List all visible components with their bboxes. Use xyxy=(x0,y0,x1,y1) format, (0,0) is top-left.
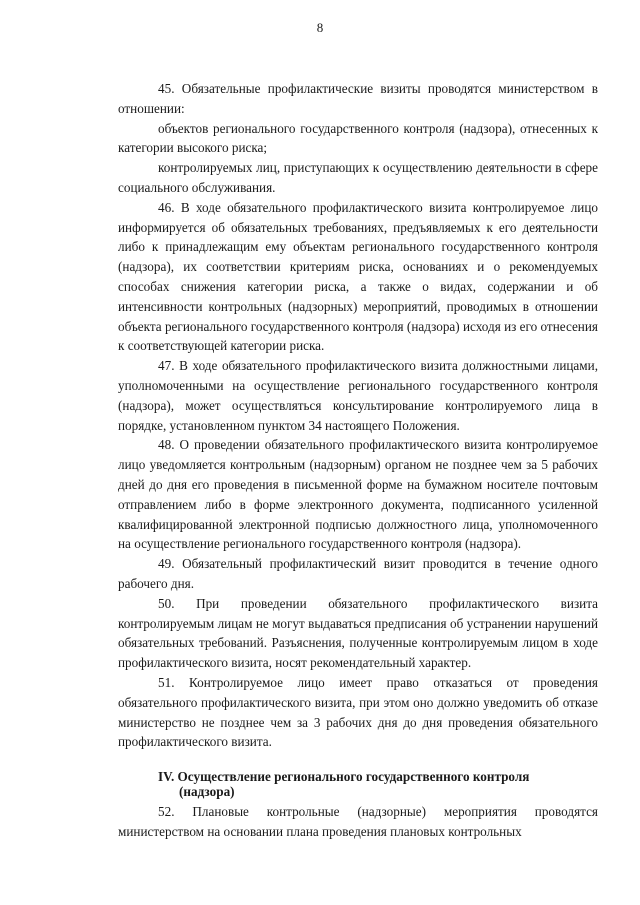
paragraph-52: 52. Плановые контрольные (надзорные) мероприятия проводятся министерством на основании плана проведения плановых контрольных xyxy=(118,804,598,839)
paragraph-51: 51. Контролируемое лицо имеет право отказаться от проведения обязательного профилактического визита, при этом оно должно уведомить об отказе министерство не позднее чем за 3 рабочих дня до дня проведения обязательного профилактического визита. xyxy=(118,674,598,750)
paragraph-45-item-2: контролируемых лиц, приступающих к осуществлению деятельности в сфере социального обслуживания. xyxy=(118,160,598,195)
section-heading xyxy=(118,769,598,799)
paragraph-46: 46. В ходе обязательного профилактического визита контролируемое лицо информируется об обязательных требованиях, предъявляемых к его деятельности либо к принадлежащим ему объектам регионального государственного контроля (надзора), их соответствии критериям риска, основаниях и о рекомендуемых способах снижения категории риска, а также о видах, содержании и об интенсивности контрольных (надзорных) мероприятий, проводимых в отношении объекта регионального государственного контроля (надзора) исходя из его отнесения к соответствующей категории риска. xyxy=(118,199,598,354)
paragraph-45-item-1: объектов регионального государственного контроля (надзора), отнесенных к категории высокого риска; xyxy=(118,120,598,156)
paragraph-47: 47. В ходе обязательного профилактического визита должностными лицами, уполномоченными на осуществление регионального государственного контроля (надзора), может осуществляться консультирование контролируемого лица в порядке, установленном пунктом 34 настоящего Положения. xyxy=(118,358,598,433)
section-heading-line-2: (надзора) xyxy=(179,784,235,800)
section-heading-line-1: IV. Осуществление регионального государственного контроля xyxy=(158,769,530,785)
page-number: 8 xyxy=(316,20,324,35)
paragraph-49: 49. Обязательный профилактический визит проводится в течение одного рабочего дня. xyxy=(118,556,598,591)
paragraph-48: 48. О проведении обязательного профилактического визита контролируемое лицо уведомляется контрольным (надзорным) органом не позднее чем за 5 рабочих дней до дня его проведения в письменной форме на бумажном носителе почтовым отправлением либо в форме электронного документа, подписанного усиленной квалифицированной электронной подписью должностного лица, уполномоченного на осуществление регионального государственного контроля (надзора). xyxy=(118,437,598,552)
paragraph-45: 45. Обязательные профилактические визиты проводятся министерством в отношении: xyxy=(118,81,598,116)
paragraph-50: 50. При проведении обязательного профилактического визита контролируемым лицам не могут выдаваться предписания об устранении нарушений обязательных требований. Разъяснения, полученные контролируемым лицом в ходе профилактического визита, носят рекомендательный характер. xyxy=(118,595,598,671)
document-body xyxy=(118,79,598,842)
